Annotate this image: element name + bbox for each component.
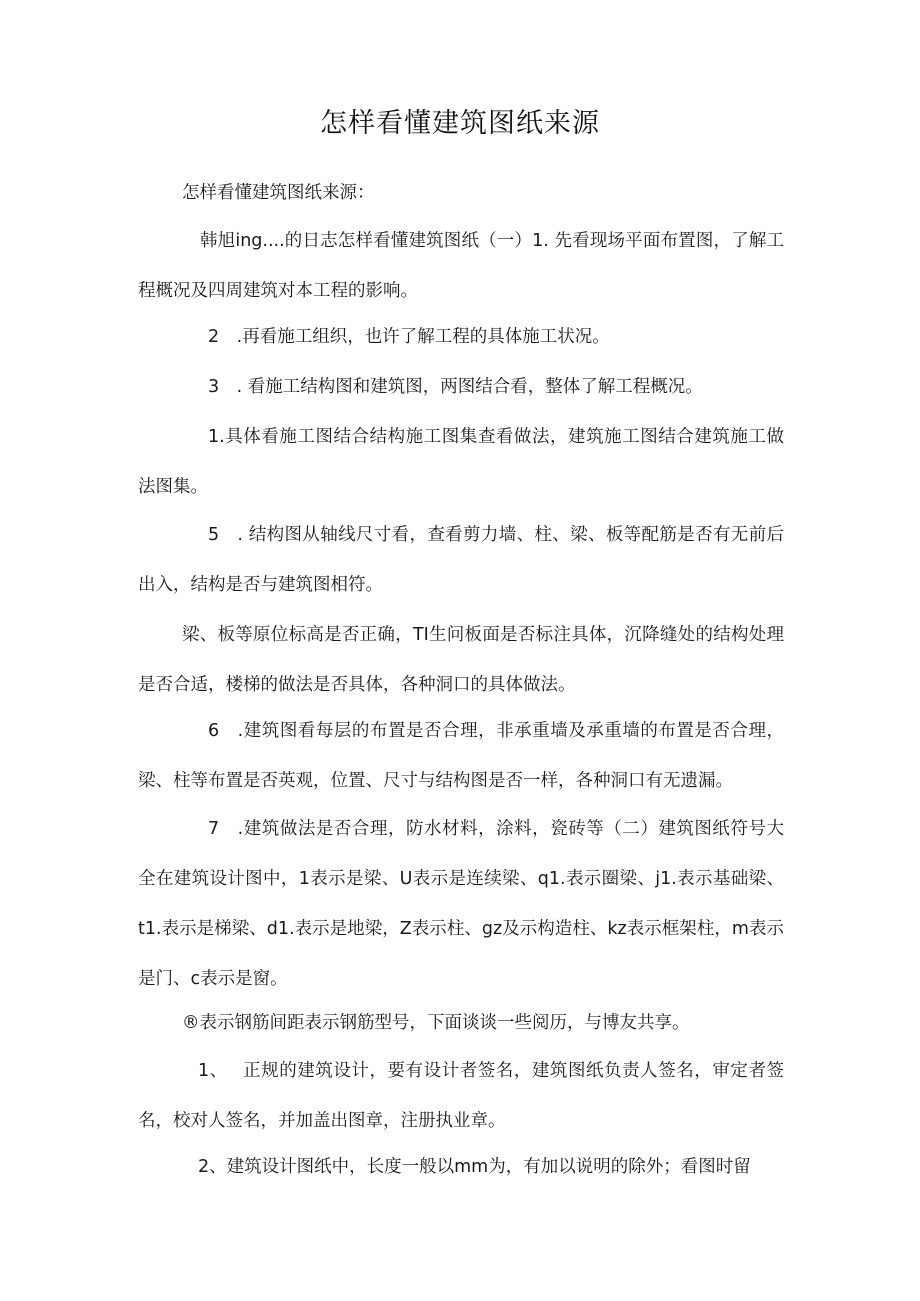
paragraph-9: ®表示钢筋间距表示钢筋型号，下面谈谈一些阅历，与博友共享。 (182, 1013, 690, 1033)
paragraph-intro: 怎样看懂建筑图纸来源： (182, 183, 375, 203)
paragraph-5: 5 . 结构图从轴线尺寸看，查看剪力墙、柱、梁、板等配筋是否有无前后出入，结构是否与建筑图相符。 (138, 525, 784, 595)
paragraph-6: 梁、板等原位标高是否正确，TI生问板面是否标注具体，沉降缝处的结构处理是否合适，楼梯的做法是否具体，各种洞口的具体做法。 (138, 625, 784, 695)
paragraph-3: 3 . 看施工结构图和建筑图，两图结合看，整体了解工程概况。 (208, 377, 703, 397)
document-title: 怎样看懂建筑图纸来源 (320, 108, 600, 139)
paragraph-4: 1.具体看施工图结合结构施工图集查看做法，建筑施工图结合建筑施工做法图集。 (138, 427, 784, 497)
paragraph-7: 6 .建筑图看每层的布置是否合理，非承重墙及承重墙的布置是否合理，梁、柱等布置是否英观，位置、尺寸与结构图是否一样，各种洞口有无遗漏。 (138, 721, 784, 791)
paragraph-1: 韩旭ing....的日志怎样看懂建筑图纸（一）1. 先看现场平面布置图，了解工程概况及四周建筑对本工程的影响。 (138, 231, 784, 301)
paragraph-11: 2、建筑设计图纸中，长度一般以mm为，有加以说明的除外；看图时留 (198, 1157, 751, 1177)
paragraph-10: 1、 正规的建筑设计，要有设计者签名，建筑图纸负责人签名，审定者签名，校对人签名，并加盖出图章，注册执业章。 (138, 1061, 784, 1131)
paragraph-8: 7 .建筑做法是否合理，防水材料，涂料，瓷砖等（二）建筑图纸符号大全在建筑设计图中，1表示是梁、U表示是连续梁、q1.表示圈梁、j1.表示基础梁、t1.表示是梯梁、d1.表示是地梁，Z表示柱、gz及示构造柱、kz表示框架柱，m表示是门、c表示是窗。 (138, 819, 784, 989)
paragraph-2: 2 .再看施工组织，也许了解工程的具体施工状况。 (208, 327, 610, 347)
